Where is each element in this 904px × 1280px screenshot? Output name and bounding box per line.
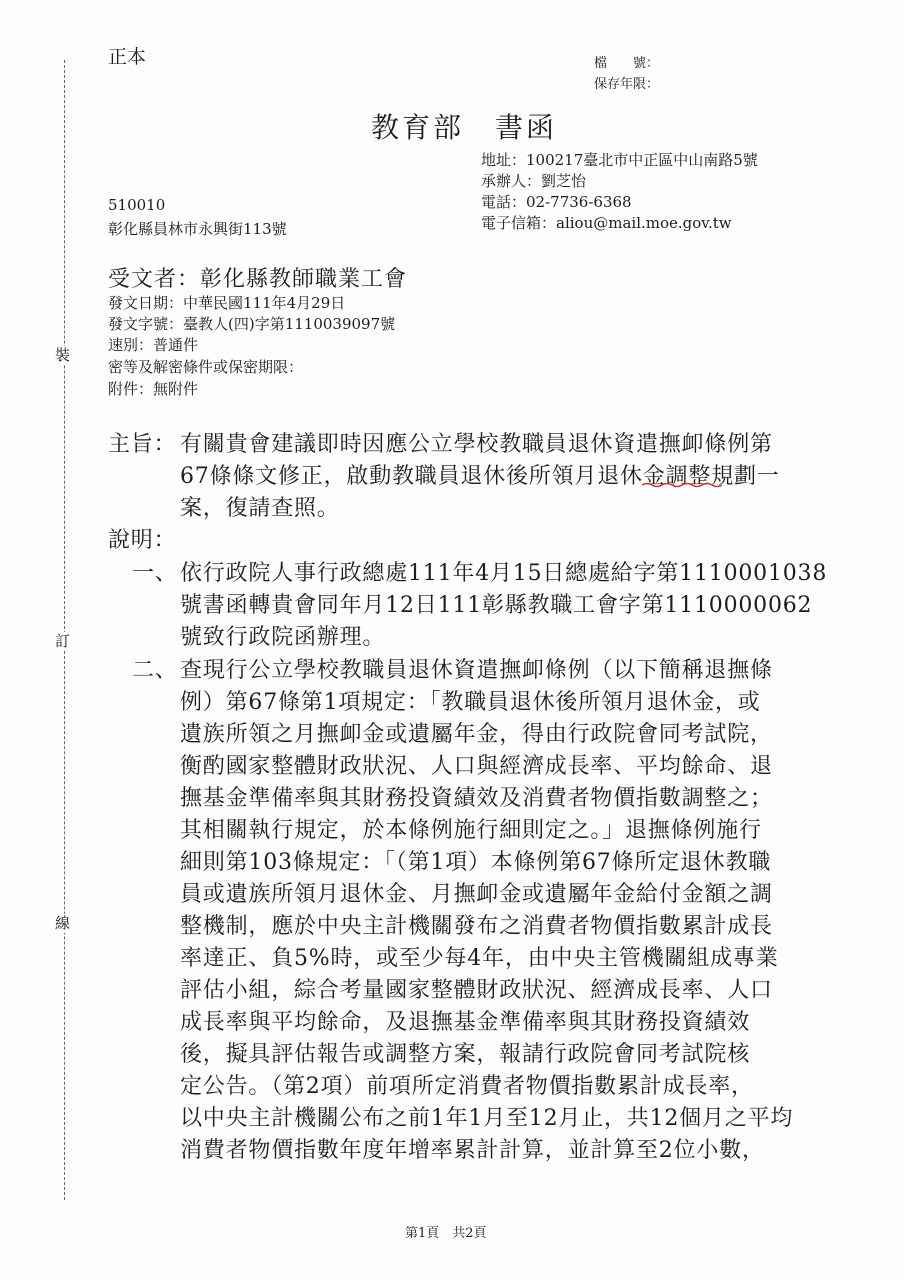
item-2-line: 以中央主計機關公布之前1年1月至12月止，共12個月之平均 (180, 1106, 794, 1131)
item-2-line: 後，擬具評估報告或調整方案，報請行政院會同考試院核 (180, 1042, 751, 1067)
contact-phone: 電話：02-7736-6368 (481, 193, 632, 211)
item-1-line: 號致行政院函辦理。 (180, 625, 386, 650)
document-title: 教育部 書函 (371, 111, 558, 144)
item-2-line: 消費者物價指數年度年增率累計計算，並計算至2位小數， (180, 1138, 765, 1163)
issue-number: 發文字號：臺教人(四)字第1110039097號 (108, 315, 396, 333)
item-1-line: 依行政院人事行政總處111年4月15日總處給字第1110001038 (180, 561, 828, 586)
item-1-number: 一、 (132, 561, 178, 586)
item-2-line: 率達正、負5%時，或至少每4年，由中央主管機關組成專業 (180, 946, 779, 971)
attachment: 附件：無附件 (108, 380, 199, 398)
item-2-line: 其相關執行規定，於本條例施行細則定之。」退撫條例施行 (180, 818, 762, 843)
item-2-line: 衡酌國家整體財政狀況、人口與經濟成長率、平均餘命、退 (180, 754, 773, 779)
retention-label: 保存年限： (594, 77, 660, 92)
item-2-line: 整機制，應於中央主計機關發布之消費者物價指數累計成長 (180, 914, 773, 939)
item-2-line: 撫基金準備率與其財務投資績效及消費者物價指數調整之； (180, 786, 773, 811)
contact-email: 電子信箱：aliou@mail.moe.gov.tw (481, 214, 732, 232)
page-info: 第1頁 共2頁 (405, 1226, 487, 1241)
subject-line-1: 有關貴會建議即時因應公立學校教職員退休資遣撫卹條例第 (180, 432, 773, 457)
subject-line-3: 案，復請查照。 (180, 496, 340, 521)
item-2-number: 二、 (132, 658, 178, 683)
handwritten-underline (642, 482, 722, 488)
item-1-line: 號書函轉貴會同年月12日111彰縣教職工會字第1110000062 (180, 593, 813, 618)
item-2-line: 員或遺族所領月退休金、月撫卹金或遺屬年金給付金額之調 (180, 882, 773, 907)
recipient-address: 彰化縣員林市永興街113號 (108, 220, 287, 238)
item-2-line: 查現行公立學校教職員退休資遣撫卹條例（以下簡稱退撫條 (180, 658, 773, 683)
item-2-line: 成長率與平均餘命，及退撫基金準備率與其財務投資績效 (180, 1010, 751, 1035)
explanation-label: 說明： (108, 528, 177, 553)
item-2-line: 定公告。（第2項）前項所定消費者物價指數累計成長率， (180, 1074, 754, 1099)
security-level: 密等及解密條件或保密期限： (108, 358, 304, 376)
contact-person: 承辦人：劉芝怡 (481, 172, 587, 190)
item-2-line: 例）第67條第1項規定：「教職員退休後所領月退休金，或 (180, 690, 761, 715)
recipient: 受文者：彰化縣教師職業工會 (108, 267, 408, 292)
issue-date: 發文日期：中華民國111年4月29日 (108, 294, 346, 312)
recipient-postal-code: 510010 (108, 196, 166, 214)
copy-type: 正本 (108, 46, 147, 68)
binding-mark-xian: 線 (55, 914, 71, 932)
binding-mark-zhuang: 裝 (55, 346, 71, 364)
item-2-line: 評估小組，綜合考量國家整體財政狀況、經濟成長率、人口 (180, 978, 773, 1003)
sender-address: 地址：100217臺北市中正區中山南路5號 (481, 151, 758, 169)
item-2-line: 遺族所領之月撫卹金或遺屬年金，得由行政院會同考試院， (180, 722, 773, 747)
binding-mark-ding: 訂 (55, 632, 71, 650)
subject-line-2: 67條條文修正，啟動教職員退休後所領月退休金調整規劃一 (180, 464, 780, 489)
binding-line (64, 60, 65, 1200)
item-2-line: 細則第103條規定：「（第1項）本條例第67條所定退休教職 (180, 850, 772, 875)
file-number-label: 檔 號： (594, 56, 660, 71)
speed-category: 速別：普通件 (108, 336, 199, 354)
subject-label: 主旨： (108, 432, 177, 457)
